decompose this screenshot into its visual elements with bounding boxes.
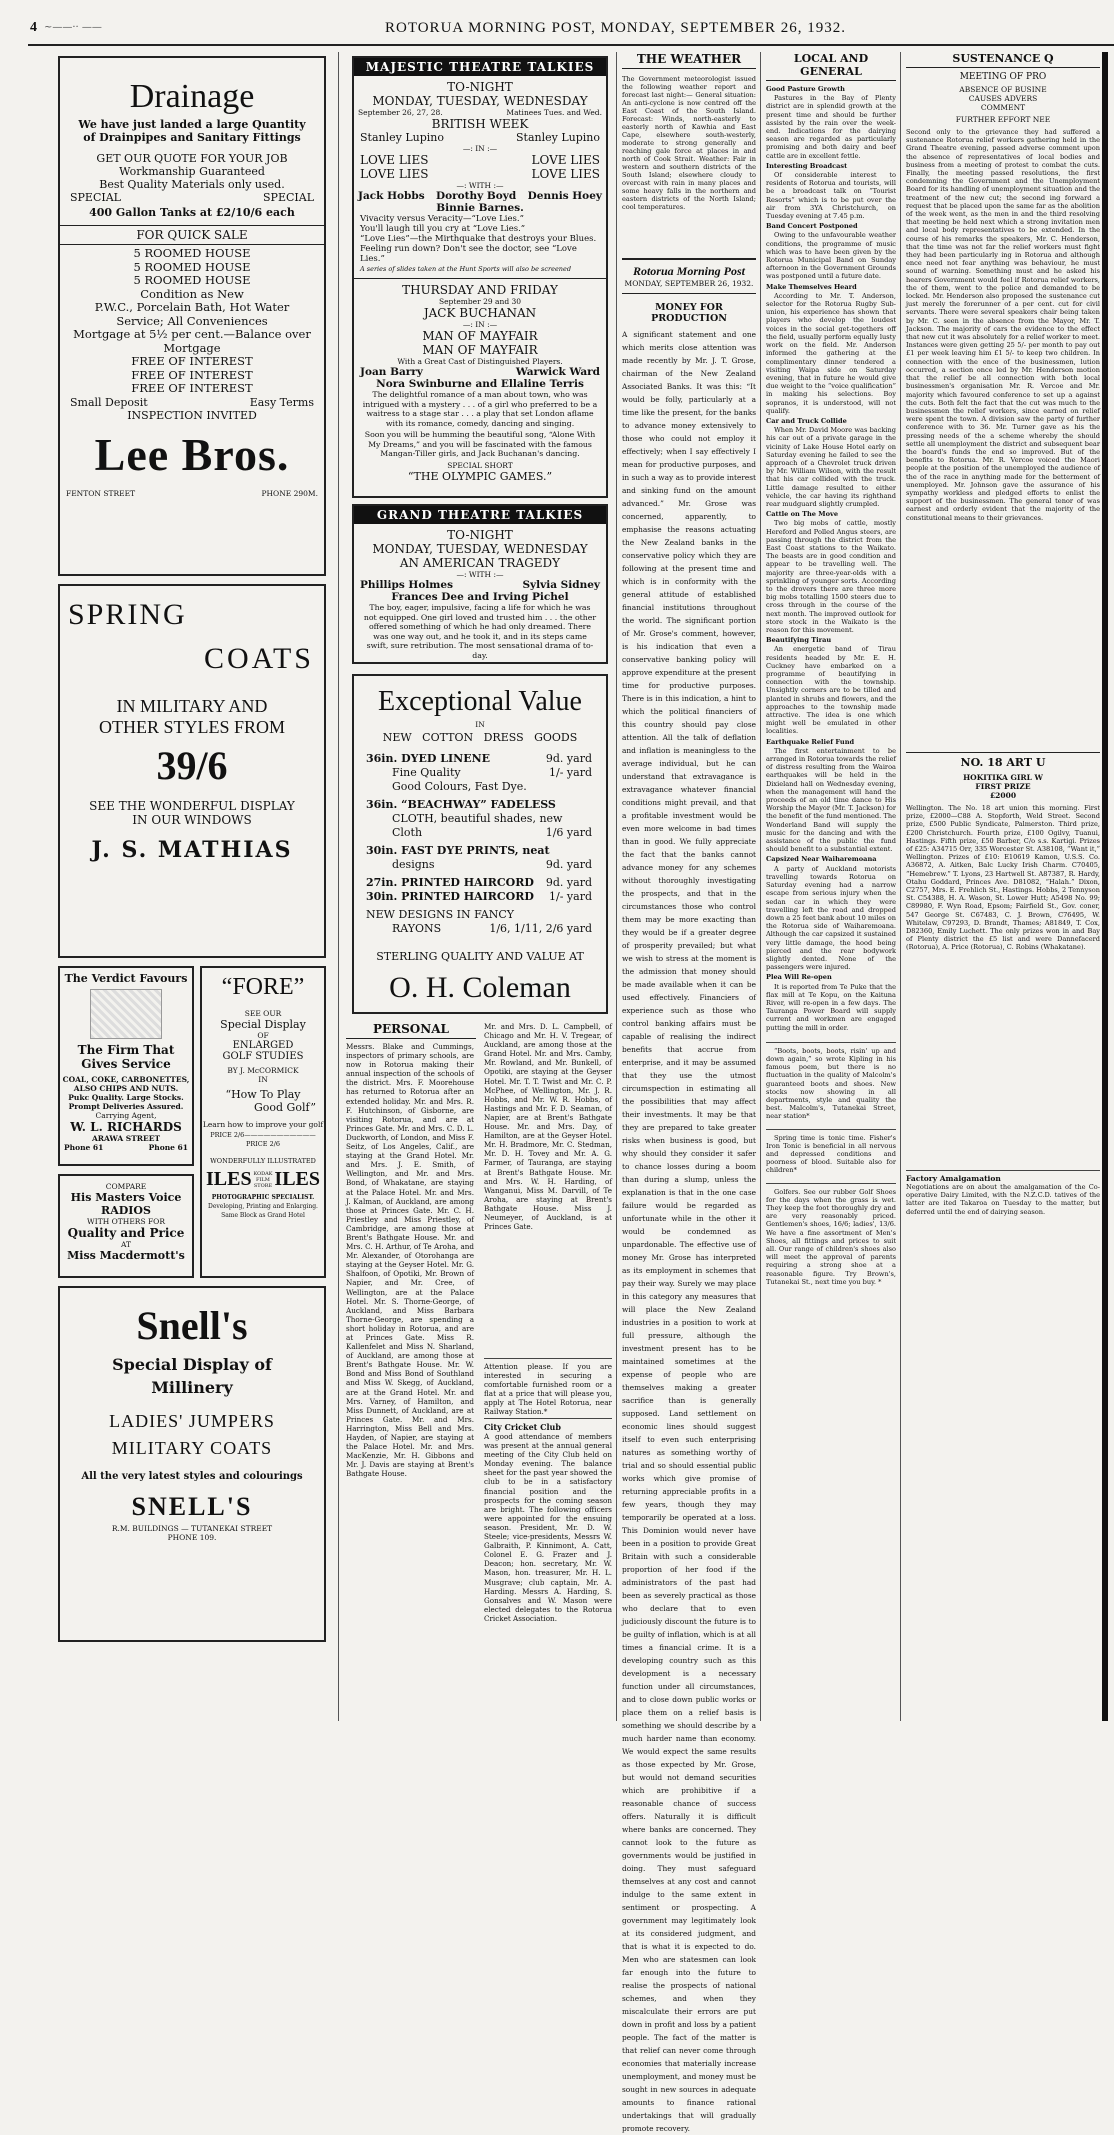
grand-theatre-advertisement xyxy=(352,504,608,664)
personal-text: Mr. and Mrs. D. L. Campbell, of Chicago and Mr. H. V. Tregear, of Auckland, are among those at the Grand Hotel. Mr. and Mrs. Camby, Mr. Rowland, and Mr. Bunkell, of Opotiki, are staying at the Geyser Hotel. Mr. T. T. Twist and Mr. C. P. McPhee, of Wellington, Mr. J. R. Hobbs, and Mr. W. R. Hobbs, of Hastings and Mr. F. D. Seaman, of Napier, are at Brent's Bathgate House. Mr. and Mrs. Day, of Hamilton, are at the Geyser Hotel. Mr. H. Bradmore, Mr. C. Stedman, Mr. D. H. Tovey and Mr. A. G. Farmer, of Tauranga, are staying at Brent's Bathgate House. Mr. and Mrs. W. H. Harding, of Wanganui, Miss M. Darvill, of Te Aroha, are staying at Brent's Bathgate House. Miss J. Neumeyer, of Auckland, is at Princes Gate. xyxy=(484,1022,612,1232)
lee-bros-advertisement xyxy=(58,56,326,576)
column-rule xyxy=(760,52,761,1721)
goods-price: 9d. yard xyxy=(545,858,592,871)
cotton-goods: NEW COTTON DRESS GOODS xyxy=(382,731,578,744)
house-detail: Service; All Conveniences xyxy=(116,313,268,328)
fuel-line: COAL, COKE, CARBONETTES, xyxy=(62,1075,190,1084)
house-detail: P.W.C., Porcelain Bath, Hot Water xyxy=(94,300,290,314)
richards-name: W. L. RICHARDS xyxy=(70,1120,182,1134)
goods-item: Good Colours, Fast Dye. xyxy=(392,780,527,793)
tonight: TO-NIGHT xyxy=(447,528,513,542)
dates: September 26, 27, 28. xyxy=(358,108,443,117)
hokitika: HOKITIKA GIRL W xyxy=(963,773,1043,782)
address: FENTON STREET xyxy=(66,488,136,498)
sustenance-text: Second only to the grievance they had suffered a sustenance Rotorua relief workers gathering held in the Grand Theatre evening, passed adverse comment upon the absence of representatives of local bodies and business from a meeting of protest to combat the cuts. Finally, the meeting passed resolutions, the first condemning the Government and the Unemployment Board for its handling of unemployment situation and the treatment of the new cut; the second ing forward a request that be placed upon the same far as the abolition of the week went, as the men in and the third resolving that meeting be held next which a strong invitation men and local body representatives to be extended. In the course of his remarks the speakers, Mr. C. Henderson, that the time was not far the relief workers must fight they had been particularly ing in Rotorua and although ence need not fear anything was behaviour, he must sound of warning. Something must and he asked his hearers Government would feel if Rotorua relief workers, the of them, went to the police and demanded to be locked. Mr. Henderson also proposed the sustenance cut just merely the forerunner of a per cent. cut for civil servants. There were several speakers chair being taken by Mr. C. seen in the absence from the Mayor, Mr. T. Jackson. The majority of cars the evidence to the effect that new cut it was absolutely for a relief worker to meet. Instances were given getting 25 5/- per month to pay out £1 per week leaving him £1 5/- to keep two children. In connection with the ence of the businessmen, lution occurred, a section once led by Mr. Henderson motion that the relief be all connection with both local businessmen's organisation Mr. R. Vercoe and Mr. majority which favoured conference to set up a against the cuts. Both felt the fact that the cut was much to the businessmen the relief workers, since earned on relief were spent the town. A division saw the party of further conference with to 36. Mr. Turner gave as his the pressing needs of the a scheme whereby the should settle all unemployment the district and subsequent bear the board's funds the end so improved. But of the benefits to Rotorua. Mr. R. Vercoe voiced the Maori people at the position of the unemployed the audience of the of the race in anything made for the betterment of unemployed. Mr. Johnson gave the assurance of his sympathy workless and pledged efforts to enlist the support of the businessmen. The general tenor of was earnest and orderly evident that the majority of the constitutional means to their grievances. xyxy=(906,128,1100,522)
street: ARAWA STREET xyxy=(91,1134,161,1143)
item-heading: Beautifying Tirau xyxy=(766,636,832,645)
art-union-heading: NO. 18 ART U xyxy=(906,752,1100,769)
fuel-line: Prompt Deliveries Assured. xyxy=(68,1102,184,1111)
page-number: 4 xyxy=(30,20,37,35)
item-text: The first entertainment to be arranged in Rotorua towards the relief of distress resulting from the Wairoa earthquakes will be held in the Dixieland hall on Wednesday evening, when the management will hand the proceeds of an old time dance to His Worship the Mayor (Mr. T. Jackson) for the benefit of the fund mentioned. The Wonderland Band will supply the music for the dancing and with the assistance of the public the fund should benefit to a substantial extent. xyxy=(766,746,896,854)
house-detail: Mortgage at 5½ per cent.—Balance over xyxy=(73,327,311,341)
film-title: LOVE LIES xyxy=(531,167,600,181)
editorial-heading: MONEY FOR PRODUCTION xyxy=(651,302,727,324)
snell-line: MILITARY COATS xyxy=(111,1438,273,1458)
display-line: IN OUR WINDOWS xyxy=(132,813,252,827)
sustenance-heading: SUSTENANCE Q xyxy=(906,52,1100,68)
film-title: LOVE LIES xyxy=(360,153,429,167)
styles-line: OTHER STYLES FROM xyxy=(98,717,286,737)
firm-line: The Firm That xyxy=(77,1043,175,1057)
tonight: TO-NIGHT xyxy=(447,80,513,94)
fore-line: SEE OUR xyxy=(244,1009,282,1018)
subheading: CAUSES ADVERS xyxy=(968,94,1038,103)
subheading: COMMENT xyxy=(980,103,1026,112)
sterling-line: STERLING QUALITY AND VALUE AT xyxy=(376,950,584,963)
actor: Binnie Barnes. xyxy=(436,202,524,214)
snells-advertisement xyxy=(58,1286,326,1642)
olympic-games: “THE OLYMPIC GAMES.” xyxy=(407,469,553,483)
house-detail: Mortgage xyxy=(163,340,221,355)
editorial-column xyxy=(622,302,756,2133)
film-description: The delightful romance of a man about town, who was intrigued with a mystery . . . of a girl who preferred to be a waitress to a stage star . . . a play that set London aflame with its romance, comedy, dancing and singing. xyxy=(362,390,598,428)
days: MONDAY, TUESDAY, WEDNESDAY xyxy=(372,94,588,108)
drainage-line: Best Quality Materials only used. xyxy=(99,178,285,191)
item-text: Owing to the unfavourable weather conditions, the programme of music which was to have been given by the Rotorua Municipal Band on Sunday afternoon in the Government Grounds was postponed until a future date. xyxy=(766,231,896,281)
local-heading: LOCAL AND GENERAL xyxy=(766,52,896,81)
art-union-text: Wellington. The No. 18 art union this morning. First prize, £2000—C88 A. Stopforth, Weld Street. Second prize, £500 Public Syndicate, Palmerston. Third prize, £200 Christchurch. Fourth prize, £100 Ogilvy, Tuanui, Hastings. Fifth prize, £50 Barber, C/o s.s. Kartigi. Prizes of £25: A34715 Orr, 335 Worcester St. A38108, “Want it,” Wellington. Prizes of £10: E10619 Kamon, U.S.S. Co. A36872, A. Aitken, Balc Lucky Irish Charm. C70405, “Hemebrew.” T. Lyons, 23 Hartwell St. A87387, R. Hardy, Otahu Goddard, Princes Ave. D81082, “Halah.” Dixon, C2757, Mrs. E. Frehlich St., Hastings. Hobbs, 2 Tennyson St. C54388, H. A. Wason, St. Lower Hutt; A5498 No. 99; C89980, F. Wyn Road, Epsom; Fairfield St., Gov. coner, 547 George St. C67483, C. J. Brown, C76495, W. Whitelaw, C97293, D. Brandt, Thames; A81849, T. Cox, D82360, Emily Luchett. The only prizes won in and Bay of Plenty district the £5 list and were Dannefacerd (Rotorua), A. Price (Rotorua), C. Robins (Whakatane). xyxy=(906,804,1100,952)
phone: PHONE 290M. xyxy=(261,488,318,498)
star: Stanley Lupino xyxy=(516,131,600,144)
weather-column xyxy=(622,52,756,252)
fore-line: IN xyxy=(258,1075,268,1084)
kodak-label: KODAK FILM STORE xyxy=(253,1170,273,1189)
actor: Phillips Holmes xyxy=(360,579,454,591)
in-label: IN xyxy=(475,720,485,729)
actor: Joan Barry xyxy=(360,366,423,378)
styles-line: IN MILITARY AND xyxy=(116,696,268,716)
drainage-line: of Drainpipes and Sanitary Fittings xyxy=(83,131,301,144)
snells-name: SNELL'S xyxy=(131,1492,253,1521)
actor: Dennis Hoey xyxy=(527,190,602,202)
goods-item: Cloth xyxy=(392,826,423,839)
display-line: SEE THE WONDERFUL DISPLAY xyxy=(89,799,295,813)
actor: Dorothy Boyd xyxy=(436,190,517,202)
item-text: When Mr. David Moore was backing his car out of a private garage in the vicinity of Lake House Hotel early on Saturday evening he failed to see the approach of a Chevrolet truck driven by Mr. William Wilson, with the result that his car collided with the truck. Little damage resulted to either vehicle, the car having its righthand rear mudguard slightly crumpled. xyxy=(766,426,896,508)
hokitika: £2000 xyxy=(989,791,1017,800)
drainage-line: GET OUR QUOTE FOR YOUR JOB xyxy=(96,152,288,165)
radio-line: Quality and Price xyxy=(67,1226,185,1240)
fore-price: PRICE 2/6———————————PRICE 2/6 xyxy=(210,1131,316,1148)
coleman-name: O. H. Coleman xyxy=(389,971,571,1004)
goods-price: 9d. yard xyxy=(545,752,592,765)
tagline: “Love Lies”—the Mirthquake that destroys your Blues. xyxy=(360,234,597,244)
house-detail: Condition as New xyxy=(140,286,244,301)
drainage-line: We have just landed a large Quantity xyxy=(78,118,306,131)
special-short: SPECIAL SHORT xyxy=(447,460,513,470)
actor: Frances Dee and Irving Pichel xyxy=(391,591,569,603)
film-title: MAN OF MAYFAIR xyxy=(422,329,538,343)
actor: Warwick Ward xyxy=(515,366,600,378)
film-description: The boy, eager, impulsive, facing a life for which he was not equipped. One girl loved and trusted him . . . the other offered something of which he had only dreamed. There was one way out, and he took it, and in its steps came swift, sure retribution. The most sensational drama of to-day. xyxy=(363,603,597,660)
days: MONDAY, TUESDAY, WEDNESDAY xyxy=(372,542,588,556)
richards-advertisement xyxy=(58,966,194,1166)
weather-text: The Government meteorologist issued the following weather report and forecast last night:— General situation: An anti-cyclone is now centred off the East Coast of the South Island. Forecast: Winds, north-easterly to easterly north of Kawhia and East Cape, elsewhere south-westerly, moderate to strong generally and reaching gale force at places in and north of Cook Strait. Weather: Fair in western and southern districts of the South Island; elsewhere cloudy to overcast with rain in many places and some heavy falls in the northern and eastern districts of the North Island; cool temperatures. xyxy=(622,75,756,211)
subheading: ABSENCE OF BUSINE xyxy=(959,85,1047,94)
goods-item: 30in. FAST DYE PRINTS, neat xyxy=(366,844,550,857)
iles-line: Developing, Printing and Enlarging. xyxy=(208,1203,318,1210)
goods-price: 1/- yard xyxy=(549,890,592,903)
factory-text: Negotiations are on about the amalgamation of the Co-operative Dairy Limited, with the N.Z.C.D. tatives of the latter are ited Takaroa on Tuesday to the matter, but deferred until the end of dairying season. xyxy=(906,1183,1100,1216)
local-general-column xyxy=(766,52,896,1712)
tagline: A series of slides taken at the Hunt Sports will also be screened xyxy=(360,265,572,273)
fore-line: Good Golf” xyxy=(253,1101,316,1114)
radio-line: Miss Macdermott's xyxy=(67,1249,185,1262)
goods-price: 1/6 yard xyxy=(545,826,592,839)
personal-column xyxy=(346,1022,612,1712)
phone: Phone 61 xyxy=(148,1143,188,1152)
snell-address: R.M. BUILDINGS — TUTANEKAI STREET xyxy=(111,1524,273,1533)
matinees: Matinees Tues. and Wed. xyxy=(506,108,602,117)
hokitika: FIRST PRIZE xyxy=(975,782,1031,791)
coat-price: 39/6 xyxy=(156,743,228,788)
drainage-line: Workmanship Guaranteed xyxy=(119,165,265,178)
weather-heading: THE WEATHER xyxy=(622,52,756,69)
masthead-title: ROTORUA MORNING POST, MONDAY, SEPTEMBER 26, 1932. xyxy=(385,20,847,36)
subheading: MEETING OF PRO xyxy=(959,72,1047,82)
with-label: —: WITH :— xyxy=(456,181,504,190)
inspection-invited: INSPECTION INVITED xyxy=(127,408,257,422)
film-description: Soon you will be humming the beautiful song, “Alone With My Dreams,” and you will be fascinated with the famous Mangan-Tiller girls, and Jack Buchanan's dancing. xyxy=(364,430,596,458)
cricket-heading: City Cricket Club xyxy=(484,1418,612,1432)
column-rule xyxy=(900,52,901,1721)
item-heading: Band Concert Postponed xyxy=(766,222,858,231)
sustenance-column xyxy=(906,52,1100,1712)
fore-line: ENLARGED xyxy=(232,1040,294,1051)
item-text: An energetic band of Tirau residents headed by Mr. E. H. Cuckney have embarked on a programme of beautifying in connection with the township. Unsightly corners are to be tilled and planted in shrubs and flowers, and the approaches to the township made attractive. The idea is one which might well be emulated in other localities. xyxy=(766,645,896,736)
item-heading: Interesting Broadcast xyxy=(766,161,848,170)
item-heading: Make Themselves Heard xyxy=(766,282,857,291)
tagline: Feeling run down? Don't see the doctor, see “Love Lies.” xyxy=(360,244,577,264)
radios-advertisement xyxy=(58,1174,194,1278)
item-heading: Earthquake Relief Fund xyxy=(766,737,855,746)
subheading: FURTHER EFFORT NEE xyxy=(955,115,1051,124)
free-interest: FREE OF INTEREST xyxy=(131,354,253,368)
masthead xyxy=(30,18,1100,40)
iles-name: ILES xyxy=(206,1168,252,1190)
iles-line: Same Block as Grand Hotel xyxy=(221,1212,305,1219)
column-rule xyxy=(1102,52,1108,1721)
nameplate-date: MONDAY, SEPTEMBER 26, 1932. xyxy=(624,279,754,288)
personal-text: Messrs. Blake and Cummings, inspectors of primary schools, are now in Rotorua making their annual inspection of the schools of the district. Mrs. F. Moorehouse has returned to Rotorua after an extended holiday. Mr. and Mrs. R. F. Hutchinson, of Gisborne, are visiting Rotorua, and are at Princes Gate. Mr. and Mrs. C. D. L. Duckworth, of London, and Miss F. Seitz, of Los Angeles, Calif., are staying at the Grand Hotel. Mr. and Mrs. J. E. Smith, of Wellington, and Mr. and Mrs. Bond, of Whakatane, are staying at the Palace Hotel. Mr. and Mrs. J. Kalman, of Auckland, are among those at Princes Gate. Mr. C. H. Priestley and Miss Priestley, of Cambridge, are among those at Brent's Bathgate House. Mr. and Mrs. C. H. Arthur, of Te Aroha, and Mr. Alexander, of Otorohanga are staying at the Geyser Hotel. Mr. G. Shalfoon, of Opotiki, Mr. Brown of Napier, and Mr. Cree, of Wellington, are at the Palace Hotel. Mr. S. Thorne-George, of Auckland, and Miss Barbara Thorne-George, are spending a short holiday in Rotorua, and are at Princes Gate. Miss R. Kallenfelet and Miss N. Sharland, of Auckland, are among those at Brent's Bathgate House. Mr. W. Bond and Miss Bond of Southland and Miss W. Skegg, of Auckland, are at the Grand Hotel. Mr. and Mrs. Varney, of Hamilton, and Miss Dunnett, of Auckland, are at Princes Gate. Mr. and Mrs. Harrington, Miss Bell and Mrs. Hayden, of Napier, are staying at the Palace Hotel. Mr. and Mrs. MacKenzie, Mr. H. Gibbons and Mr. J. Davis are staying at Brent's Bathgate House. xyxy=(346,1042,474,1479)
snell-line: LADIES' JUMPERS xyxy=(109,1411,275,1431)
fore-line: GOLF STUDIES xyxy=(222,1051,304,1062)
with-label: —: WITH :— xyxy=(456,570,504,579)
item-text: According to Mr. T. Anderson, selector for the Rotorua Rugby Sub-union, his experience has shown that players who develop the loudest voices in the social get-togethers off the field, usually perform equally lusty work on the field. Mr. Anderson informed the gathering at the complimentary dinner tendered a visiting Waipa side on Saturday evening, that in future he would give due weight to the “voice qualification” in making his selections. Boy sopranos, it is understood, will not qualify. xyxy=(766,291,896,415)
free-interest: FREE OF INTEREST xyxy=(131,381,253,395)
exceptional-value: Exceptional Value xyxy=(378,686,582,717)
firm-line: Gives Service xyxy=(81,1057,171,1071)
goods-price: 9d. yard xyxy=(545,876,592,889)
fore-line: OF xyxy=(257,1031,269,1040)
coats-heading: COATS xyxy=(203,642,314,675)
verdict-heading: The Verdict Favours xyxy=(64,972,188,985)
house-line: 5 ROOMED HOUSE xyxy=(133,259,251,274)
ad-paragraph: Spring time is tonic time. Fisher's Iron Tonic is beneficial in all nervous and depressed conditions and poorness of blood. Suitable also for children* xyxy=(766,1129,896,1175)
column-rule xyxy=(338,52,339,1721)
house-line: 5 ROOMED HOUSE xyxy=(133,273,251,287)
goods-item: CLOTH, beautiful shades, new xyxy=(392,812,563,825)
attention-notice: Attention please. If you are interested in securing a comfortable furnished room or a flat at a price that will please you, apply at The Hotel Rotorua, near Railway Station.* xyxy=(484,1358,612,1412)
snell-line: Millinery xyxy=(151,1378,233,1397)
majestic-bar: MAJESTIC THEATRE TALKIES xyxy=(354,58,606,76)
snell-phone: PHONE 109. xyxy=(167,1533,217,1542)
radio-line: COMPARE xyxy=(105,1182,147,1191)
snell-line: All the very latest styles and colourings xyxy=(81,1471,303,1482)
ad-paragraph: Golfers. See our rubber Golf Shoes for the days when the grass is wet. They keep the foot thoroughly dry and are very reasonably priced. Gentlemen's shoes, 16/6; ladies', 13/6. We have a fine assortment of Men's Shoes, all fittings and prices to suit all. Our range of children's shoes also will meet the approval of parents requiring a strong shoe at a reasonable figure. Try Brown's, Tutanekai St., next time you buy. * xyxy=(766,1183,896,1286)
paper-nameplate xyxy=(622,258,756,294)
fuel-line: ALSO CHIPS AND NUTS. xyxy=(73,1084,179,1093)
item-heading: Capsized Near Waiharemoana xyxy=(766,855,877,864)
dates: September 29 and 30 xyxy=(438,297,522,306)
tagline: Vivacity versus Veracity—“Love Lies.” xyxy=(360,214,524,224)
ad-paragraph: “Boots, boots, boots, risin' up and down again,” so wrote Kipling in his famous poem, but there is no fluctuation in the quality of Malcolm's guaranteed boots and shoes. New stocks now showing in all departments, style and quality the best. Malcolm's, Tutanekai Street, near station* xyxy=(766,1042,896,1121)
grand-bar: GRAND THEATRE TALKIES xyxy=(354,506,606,524)
in-label: —: IN :— xyxy=(462,144,498,153)
lee-bros-name: Lee Bros. xyxy=(94,428,290,480)
item-heading: Good Pasture Growth xyxy=(766,85,845,93)
british-week: BRITISH WEEK xyxy=(431,117,529,131)
item-text: A party of Auckland motorists travelling towards Rotorua on Saturday evening had a narrow escape from serious injury when the sedan car in which they were travelling left the road and dropped down a 25 feet bank about 10 miles on the Rotorua side of Waiharemoana. Although the car capsized it sustained very little damage, the hood being pierced and the rear bodywork slightly dented. None of the passengers were injured. xyxy=(766,864,896,972)
goods-item: NEW DESIGNS IN FANCY xyxy=(366,908,515,921)
item-text: Pastures in the Bay of Plenty district are in splendid growth at the present time and should be further assisted by the rain over the week-end. Indications for the dairying season are regarded as particularly promising and both dairy and beef cattle are in excellent fettle. xyxy=(766,94,896,160)
radio-line: AT xyxy=(120,1240,131,1249)
spring-heading: SPRING xyxy=(68,598,187,631)
scales-illustration xyxy=(90,989,162,1039)
fore-line: “How To Play xyxy=(225,1088,301,1101)
factory-heading: Factory Amalgamation xyxy=(906,1170,1100,1183)
tagline: You'll laugh till you cry at “Love Lies.” xyxy=(360,224,526,234)
goods-price: 1/6, 1/11, 2/6 yard xyxy=(489,922,592,935)
item-text: It is reported from Te Puke that the flax mill at Te Kopu, on the Kaituna River, will re-open in a few days. The Tauranga Power Board will supply current and workmen are engaged putting the mill in order. xyxy=(766,982,896,1032)
goods-item: 36in. “BEACHWAY” FADELESS xyxy=(366,798,556,811)
snells-heading: Snell's xyxy=(136,1303,248,1348)
for-sale-heading: FOR QUICK SALE xyxy=(136,228,248,242)
majestic-theatre-advertisement xyxy=(352,56,608,498)
editorial-text: A significant statement and one which merits close attention was made recently by Mr. J. T. Grose, chairman of the New Zealand Associated Banks. It was this: “It would be folly, particularly at a time like the present, for the banks to advance money extensively to those who could not employ it effectively; when I say effectively I mean for productive purposes, and in such a way as to provide interest and sinking fund on the amount advanced.” Mr. Grose was concerned, apparently, to emphasise the reasons actuating the New Zealand banks in the conservative policy which they are following at the present time and which is in conformity with the general attitude of established financial institutions throughout the world. The significant portion of Mr. Grose's comment, however, is his indication that even a conservative banking policy will approve expenditure at the present time for productive purposes. There is in this indication, a hint to which the political financiers of this country should pay close attention. All the talk of deflation and inflation is meaningless to the average individual, but he can understand that extravagance is extravagance whatever financial conditions might prevail, and that a profitable investment would be even more welcome in bad times than in good. We fully appreciate the fact that the banks cannot advance money for any schemes without thoroughly investigating the prospects, and that in the circumstances those who control them may be more exacting than they would be if a greater degree of prosperity prevailed; but what we wish to stress at the moment is the admission that money should be made available when it can be used effectively. Financiers of experience such as those who control banking affairs must be capable of realising the indirect benefits that accrue from enterprise, and it may be assumed that they use the utmost circumspection in estimating all the possibilities that may affect their investments. It may be that they are prepared to take greater risks when business is good, but why should they consider it safer to chance losses during a boom than during a slump, unless the explanation is that in the one case failure would be regarded as unfortunate while in the other it would be condemned as unpardonable. The effective use of money Mr. Grose has interpreted as its employment in schemes that pay their way. Surely we may place in this category any measures that will place the New Zealand industries in a position to work at full pressure, although the investment present has to be maintained sometimes at the expense of people who are themselves making a greater sacrifice than is generally supposed. Land settlement on economic lines should suggest itself to even such enterprising natures as something worthy of trial and so should essential public works which give promise of returning appreciable profits in a few years, though they may temporarily be operated at a loss. This Dominion would never have been in a position to provide Great Britain with such a considerable proportion of her food if the administrators of the past had been as severely practical as those who declare that to even judiciously discount the future is to be guilty of inflation, which is at all times a financial crime. It is a developing country such as this development is a necessary function under all circumstances, and to close down public works or place them on a relief basis is something we should describe by a much harder name than economy. We would expect the same results as those expected by Mr. Grose, but would not demand securities which are prohibitive if a reasonable chance of success offers. Naturally it is difficult where banks are concerned. They cannot look to the future as governments would be justified in doing. They must safeguard themselves at any cost and cannot indulge to the same extent in sentiment or prospecting. A government may legitimately look at its considered judgment, and that is what it is expected to do. Men who are statesmen can look far enough into the future to realise the prospects of national schemes, and when they miscalculate their errors are put down in profit and loss by a patient people. The fact of the matter is that relief can never come through economies that materially increase unemployment, and money must be sought in new sources in adequate amounts to finance rational undertakings that will gradually promote recovery. xyxy=(622,330,756,2133)
radio-line: WITH OTHERS FOR xyxy=(87,1217,165,1226)
column-rule xyxy=(616,52,617,1721)
cast: With a Great Cast of Distinguished Players. xyxy=(397,357,563,366)
fore-line: BY J. McCORMICK xyxy=(227,1066,299,1075)
goods-item: RAYONS xyxy=(392,922,442,935)
radio-line: RADIOS xyxy=(101,1204,151,1217)
masthead-rule xyxy=(28,44,1114,46)
mathias-advertisement xyxy=(58,584,326,958)
goods-item: 27in. PRINTED HAIRCORD xyxy=(366,876,534,889)
special-label: SPECIAL xyxy=(263,191,314,204)
snell-line: Special Display of xyxy=(112,1355,272,1374)
actor: Nora Swinburne and Ellaline Terris xyxy=(376,378,584,390)
deposit-terms: Small Deposit xyxy=(70,395,148,409)
nameplate-title: Rotorua Morning Post xyxy=(632,264,746,278)
phone: Phone 61 xyxy=(64,1143,104,1152)
fore-line: Learn how to improve your golf xyxy=(202,1120,324,1129)
thursday-friday: THURSDAY AND FRIDAY xyxy=(402,283,558,297)
personal-heading: PERSONAL xyxy=(346,1022,476,1039)
drainage-heading: Drainage xyxy=(129,78,255,115)
goods-item: 36in. DYED LINENE xyxy=(366,752,491,765)
goods-item: designs xyxy=(392,858,435,871)
radio-line: His Masters Voice xyxy=(70,1191,182,1204)
goods-item: 30in. PRINTED HAIRCORD xyxy=(366,890,534,903)
item-heading: Car and Truck Collide xyxy=(766,416,847,425)
iles-advertisement xyxy=(200,966,326,1278)
house-line: 5 ROOMED HOUSE xyxy=(133,246,251,260)
cricket-text: A good attendance of members was present at the annual general meeting of the City Club held on Monday evening. The balance sheet for the past year showed the club to be in a satisfactory financial position and the prospects for the coming season are bright. The following officers were appointed for the ensuing season. President, Mr. D. W. Steele; vice-presidents, Messrs W. Galbraith, P. Kinnimont, A. Catt, Colonel E. G. Frazer and J. Deacon; hon. secretary, Mr. W. Mason, hon. treasurer, Mr. H. L. Musgrave; club captain, Mr. A. Harding. Messrs A. Harding, S. Gonsalves and W. Mason were elected delegates to the Rotorua Cricket Association. xyxy=(484,1432,612,1623)
in-label: —: IN :— xyxy=(462,320,498,329)
goods-price: 1/- yard xyxy=(549,766,592,779)
item-heading: Cattle on The Move xyxy=(766,510,839,519)
iles-name: ILES xyxy=(274,1168,320,1190)
film-title: AN AMERICAN TRAGEDY xyxy=(399,556,561,570)
actor: Sylvia Sidney xyxy=(522,579,600,591)
fore-line: WONDERFULLY ILLUSTRATED xyxy=(210,1157,316,1165)
goods-item: Fine Quality xyxy=(392,766,461,779)
actor: Jack Hobbs xyxy=(358,190,425,202)
star: Stanley Lupino xyxy=(360,131,444,144)
item-text: Of considerable interest to residents of Rotorua and tourists, will be a broadcast talk on “Tourist Resorts” which is to be put over the air from 3YA Christchurch, on Tuesday evening at 7.45 p.m. xyxy=(766,171,896,221)
film-title: LOVE LIES xyxy=(360,167,429,181)
coleman-advertisement xyxy=(352,674,608,1014)
iles-line: PHOTOGRAPHIC SPECIALIST. xyxy=(211,1194,315,1201)
film-title: LOVE LIES xyxy=(531,153,600,167)
fuel-line: Pukc Quality. Large Stocks. xyxy=(68,1093,184,1102)
item-heading: Plea Will Re-open xyxy=(766,973,832,982)
special-label: SPECIAL xyxy=(70,191,121,204)
mathias-name: J. S. MATHIAS xyxy=(91,837,293,863)
jack-buchanan: JACK BUCHANAN xyxy=(423,306,537,320)
item-text: Two big mobs of cattle, mostly Hereford and Polled Angus steers, are passing through the district from the East Coast stations to the Waikato. The beasts are in good condition and appear to be travelling well. The majority are three-year-olds with a sprinkling of younger sorts. According to the drovers there are three more big mobs totalling 1500 steers due to cross through in the course of the next month. The improved outlook for store stock in the Waikato is the reason for this movement. xyxy=(766,519,896,634)
fuel-line: Carrying Agent, xyxy=(95,1111,157,1120)
free-interest: FREE OF INTEREST xyxy=(131,367,253,382)
fore-line: Special Display xyxy=(220,1018,306,1031)
masthead-logo: ~——·· —— xyxy=(44,22,102,33)
tank-price: 400 Gallon Tanks at £2/10/6 each xyxy=(89,206,295,219)
fore-heading: “FORE” xyxy=(221,974,305,1000)
film-title: MAN OF MAYFAIR xyxy=(422,343,538,357)
deposit-terms: Easy Terms xyxy=(249,395,314,409)
